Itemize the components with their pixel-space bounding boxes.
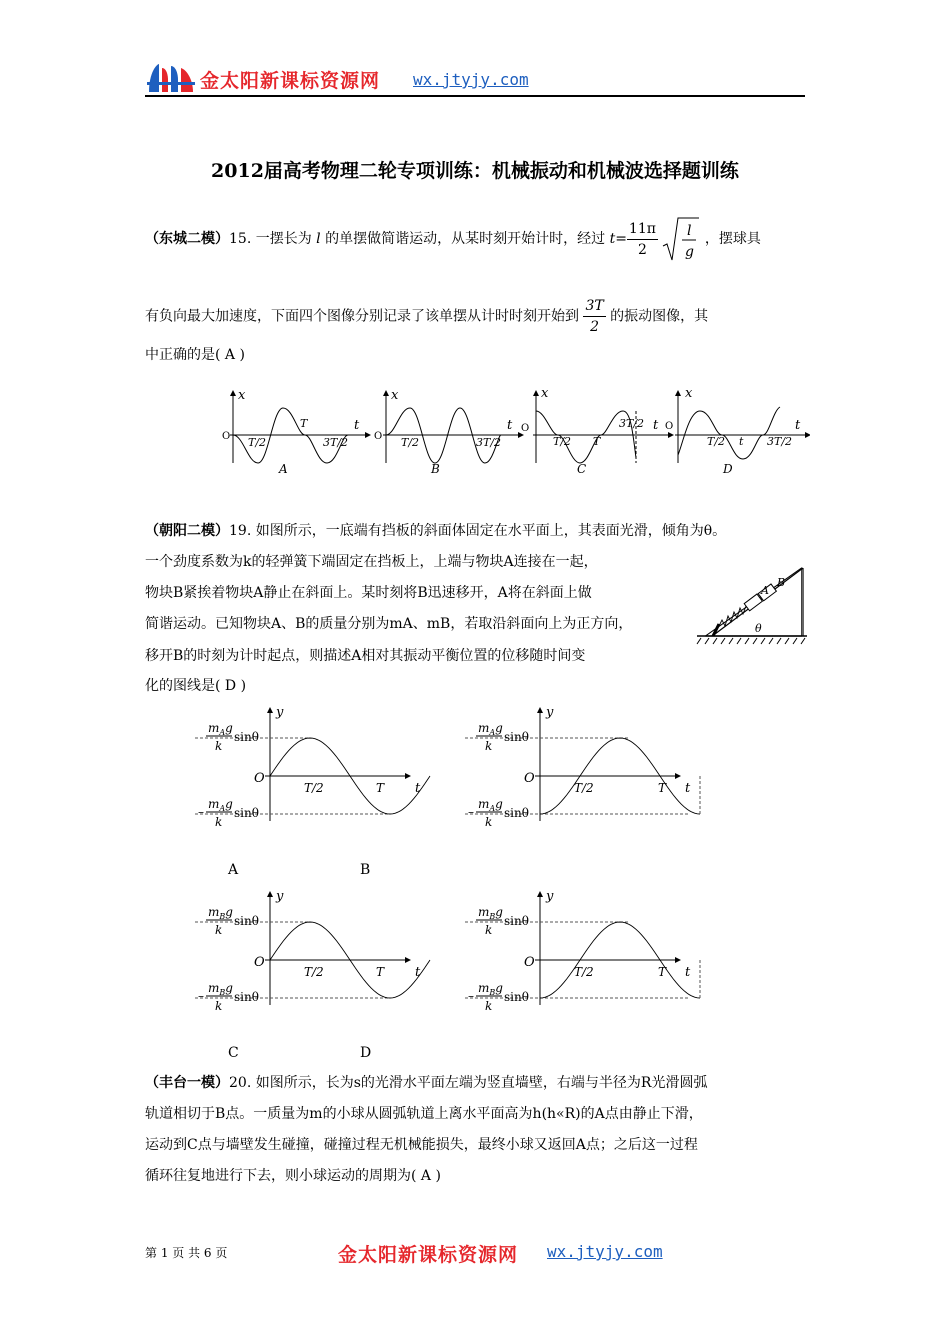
svg-text:T/2: T/2 — [304, 781, 324, 795]
svg-text:mAg: $m_Ag$ — [478, 797, 503, 813]
q15-graph-d — [665, 386, 810, 476]
svg-text:k: k — [485, 815, 493, 829]
svg-text:3T/2: 3T/2 — [323, 436, 349, 449]
page-title: 2012届高考物理二轮专项训练：机械振动和机械波选择题训练 — [211, 160, 739, 182]
svg-text:3T/2: 3T/2 — [767, 435, 793, 448]
svg-text:k: k — [485, 739, 493, 753]
q15-graph-b — [374, 388, 523, 476]
svg-text:t: t — [507, 418, 513, 433]
svg-text:–: – — [468, 805, 474, 819]
svg-text:O: O — [374, 431, 383, 442]
svg-text:sinθ: sinθ — [504, 806, 529, 820]
svg-text:O: O — [524, 955, 535, 970]
svg-text:t: t — [685, 965, 691, 980]
svg-text:sinθ: sinθ — [234, 914, 259, 928]
svg-text:3T/2: 3T/2 — [476, 436, 502, 449]
q19-line2: 一个劲度系数为k的轻弹簧下端固定在挡板上，上端与物块A连接在一起， — [145, 554, 598, 570]
q15-graphs — [215, 383, 810, 478]
svg-text:k: k — [485, 999, 493, 1013]
q19-line4: 简谐运动。已知物块A、B的质量分别为mA、mB，若取沿斜面向上为正方向， — [145, 616, 633, 632]
svg-text:T: T — [376, 965, 385, 979]
svg-text:θ: θ — [755, 622, 762, 635]
svg-text:sinθ: sinθ — [504, 990, 529, 1004]
svg-text:A: A — [761, 584, 769, 597]
header-divider — [145, 95, 805, 97]
svg-text:k: k — [215, 739, 223, 753]
svg-text:D: D — [723, 462, 733, 476]
svg-text:B: B — [777, 576, 786, 589]
q19-label-c: C — [228, 1045, 239, 1061]
q15-text-b: 的单摆做简谐运动，从某时刻开始计时，经过 — [325, 231, 606, 247]
q19-graph-c — [195, 889, 430, 1013]
svg-text:t: t — [685, 781, 691, 796]
q20-line2: 轨道相切于B点。一质量为m的小球从圆弧轨道上离水平面高为h(h«R)的A点由静止下滑， — [145, 1106, 703, 1122]
svg-text:sinθ: sinθ — [234, 806, 259, 820]
q19-label-b: B — [360, 862, 371, 878]
svg-text:T: T — [376, 781, 385, 795]
svg-text:T/2: T/2 — [553, 435, 572, 448]
svg-text:k: k — [215, 923, 223, 937]
svg-text:t: t — [653, 418, 659, 433]
svg-text:T: T — [658, 965, 667, 979]
svg-text:t: t — [354, 418, 360, 433]
svg-text:y: y — [276, 889, 284, 904]
svg-text:–: – — [468, 989, 474, 1003]
svg-text:x: x — [685, 386, 693, 401]
svg-text:T/2: T/2 — [574, 965, 594, 979]
svg-text:T/2: T/2 — [574, 781, 594, 795]
svg-text:T/2: T/2 — [248, 436, 267, 449]
svg-text:mBg: $m_Bg$ — [208, 981, 233, 997]
q19-graph-b — [465, 705, 700, 829]
svg-text:–: – — [198, 989, 204, 1003]
site-name: 金太阳新课标资源网 — [200, 70, 381, 92]
svg-text:sinθ: sinθ — [234, 990, 259, 1004]
svg-text:mBg: $m_Bg$ — [208, 905, 233, 921]
q19-graph-d — [465, 889, 700, 1013]
q15-source: （东城二模） — [145, 231, 229, 247]
svg-text:g: g — [685, 244, 695, 260]
svg-text:y: y — [546, 705, 554, 720]
svg-text:y: y — [546, 889, 554, 904]
svg-text:k: k — [215, 815, 223, 829]
svg-text:t: t — [415, 781, 421, 796]
svg-text:O: O — [254, 771, 265, 786]
svg-text:mAg: $m_Ag$ — [208, 797, 233, 813]
q15-answer-line: 中正确的是( A ) — [145, 347, 245, 363]
q20-line1: （丰台一模）20. 如图所示，长为s的光滑水平面左端为竖直墙壁，右端与半径为R光滑圆弧 — [145, 1075, 708, 1091]
svg-text:3T/2: 3T/2 — [619, 417, 645, 430]
svg-text:O: O — [665, 421, 674, 432]
svg-text:O: O — [254, 955, 265, 970]
svg-text:t: t — [795, 418, 801, 433]
q15-text-c: ，摆球具 — [704, 231, 761, 247]
q19-graphs — [190, 700, 710, 1030]
svg-text:O: O — [222, 431, 231, 442]
q15-var-l: l — [316, 231, 321, 247]
svg-text:t: t — [415, 965, 421, 980]
q15-graph-a — [222, 388, 370, 476]
q15-line2: 有负向最大加速度，下面四个图像分别记录了该单摆从计时时刻开始到 $\frac{3T}{2}$ 的振动图像，其 — [145, 298, 709, 335]
svg-text:T: T — [300, 417, 308, 430]
incline-figure — [695, 560, 810, 650]
footer-site-url-link[interactable]: wx.jtyjy.com — [547, 1242, 663, 1261]
footer-site-name: 金太阳新课标资源网 — [338, 1244, 519, 1266]
q19-line1: （朝阳二模）19. 如图所示，一底端有挡板的斜面体固定在水平面上，其表面光滑，倾角为θ。 — [145, 523, 727, 539]
q19-line3: 物块B紧挨着物块A静止在斜面上。某时刻将B迅速移开，A将在斜面上做 — [145, 585, 592, 601]
svg-text:T/2: T/2 — [304, 965, 324, 979]
q19-graph-a — [195, 705, 430, 829]
page-number: 第 1 页 共 6 页 — [145, 1246, 228, 1260]
svg-text:mBg: $m_Bg$ — [478, 905, 503, 921]
q19-label-d: D — [360, 1045, 372, 1061]
svg-text:O: O — [521, 423, 530, 434]
svg-text:k: k — [485, 923, 493, 937]
svg-text:C: C — [577, 462, 587, 476]
site-logo — [145, 58, 197, 98]
q15-sqrt — [662, 216, 700, 262]
q19-label-a: A — [228, 862, 239, 878]
q15-line1 — [145, 216, 761, 262]
svg-text:t: t — [739, 435, 744, 448]
svg-text:T: T — [593, 435, 601, 448]
svg-text:T/2: T/2 — [707, 435, 726, 448]
svg-text:T/2: T/2 — [401, 436, 420, 449]
svg-text:k: k — [215, 999, 223, 1013]
svg-text:x: x — [541, 386, 549, 401]
q15-frac: $\frac{11\pi}{2}$ — [628, 220, 656, 258]
q20-answer-line: 循环往复地进行下去，则小球运动的周期为( A ) — [145, 1168, 441, 1184]
site-url-link[interactable]: wx.jtyjy.com — [413, 70, 529, 89]
svg-text:B: B — [431, 462, 440, 476]
svg-text:x: x — [238, 388, 246, 403]
svg-text:y: y — [276, 705, 284, 720]
q19-line5: 移开B的时刻为计时起点，则描述A相对其振动平衡位置的位移随时间变 — [145, 648, 586, 664]
svg-text:T: T — [658, 781, 667, 795]
svg-text:l: l — [687, 223, 692, 239]
q15-t-eq: t= — [609, 231, 627, 247]
svg-text:O: O — [524, 771, 535, 786]
q20-line3: 运动到C点与墙壁发生碰撞，碰撞过程无机械能损失，最终小球又返回A点；之后这一过程 — [145, 1137, 698, 1153]
q15-text-a: 15. 一摆长为 — [229, 231, 312, 247]
svg-text:–: – — [198, 805, 204, 819]
svg-text:mBg: $m_Bg$ — [478, 981, 503, 997]
q15-graph-c — [521, 386, 673, 476]
svg-text:mAg: $m_Ag$ — [478, 721, 503, 737]
q19-answer-line: 化的图线是( D ) — [145, 678, 247, 694]
svg-text:mAg: $m_Ag$ — [208, 721, 233, 737]
svg-text:sinθ: sinθ — [234, 730, 259, 744]
svg-text:sinθ: sinθ — [504, 730, 529, 744]
svg-text:sinθ: sinθ — [504, 914, 529, 928]
svg-text:A: A — [279, 462, 288, 476]
svg-text:x: x — [391, 388, 399, 403]
